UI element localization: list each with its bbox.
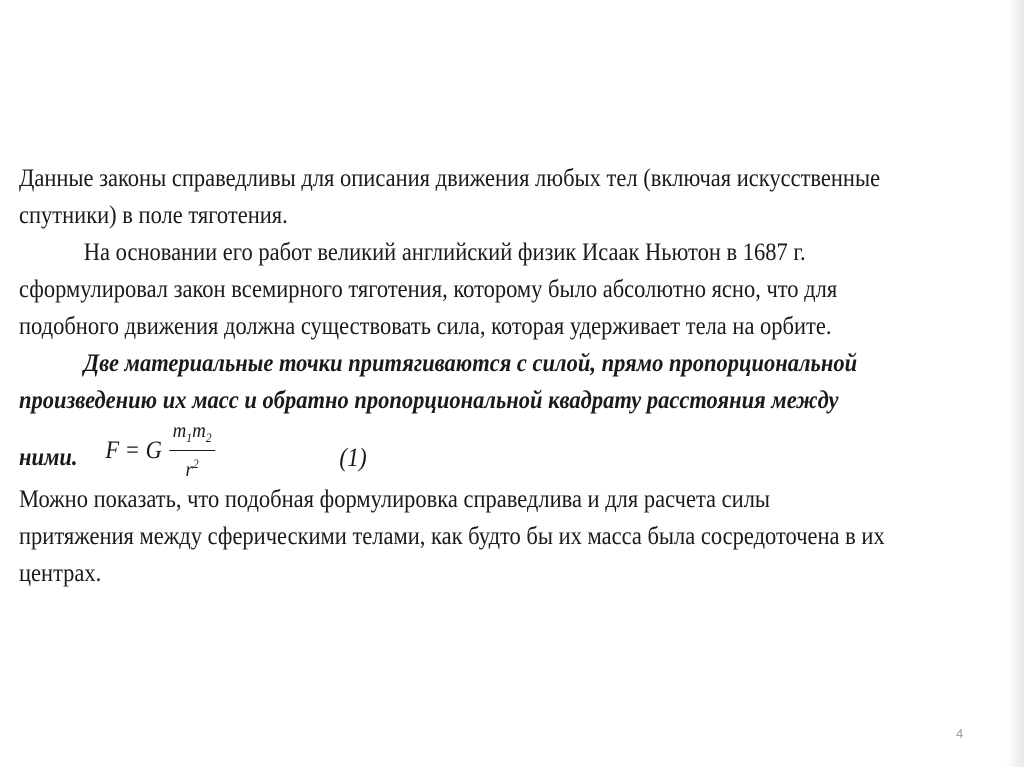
formula-lhs: F = G xyxy=(105,436,162,464)
text-line: Данные законы справедливы для описания движения любых тел (включая искусственные xyxy=(19,165,881,192)
text-line: подобного движения должна существовать сила, которая удерживает тела на орбите. xyxy=(19,313,832,340)
text-line: центрах. xyxy=(19,560,102,587)
text-line: спутники) в поле тяготения. xyxy=(19,202,288,229)
page-number: 4 xyxy=(956,726,964,741)
formula-denominator: $r^2$ xyxy=(185,456,199,482)
text-line: На основании его работ великий английский физик Исаак Ньютон в 1687 г. xyxy=(83,239,806,266)
formula-numerator: $m_1m_2$ xyxy=(169,418,215,451)
formula-line xyxy=(19,419,1014,481)
equation-number: (1) xyxy=(339,443,367,472)
text-line: сформулировал закон всемирного тяготения, которому было абсолютно ясно, что для xyxy=(19,276,838,303)
text-line: притяжения между сферическими телами, как будто бы их масса была сосредоточена в их xyxy=(19,523,885,550)
law-text-end: ними. xyxy=(19,444,78,471)
gravitation-formula xyxy=(105,417,215,482)
text-line: Можно показать, что подобная формулировка справедлива и для расчета силы xyxy=(19,486,771,513)
law-text-line: произведению их масс и обратно пропорциональной квадрату расстояния между xyxy=(19,387,839,414)
slide-text-block xyxy=(19,160,1014,592)
law-text-line: Две материальные точки притягиваются с силой, прямо пропорциональной xyxy=(83,350,858,377)
formula-fraction xyxy=(169,418,215,482)
